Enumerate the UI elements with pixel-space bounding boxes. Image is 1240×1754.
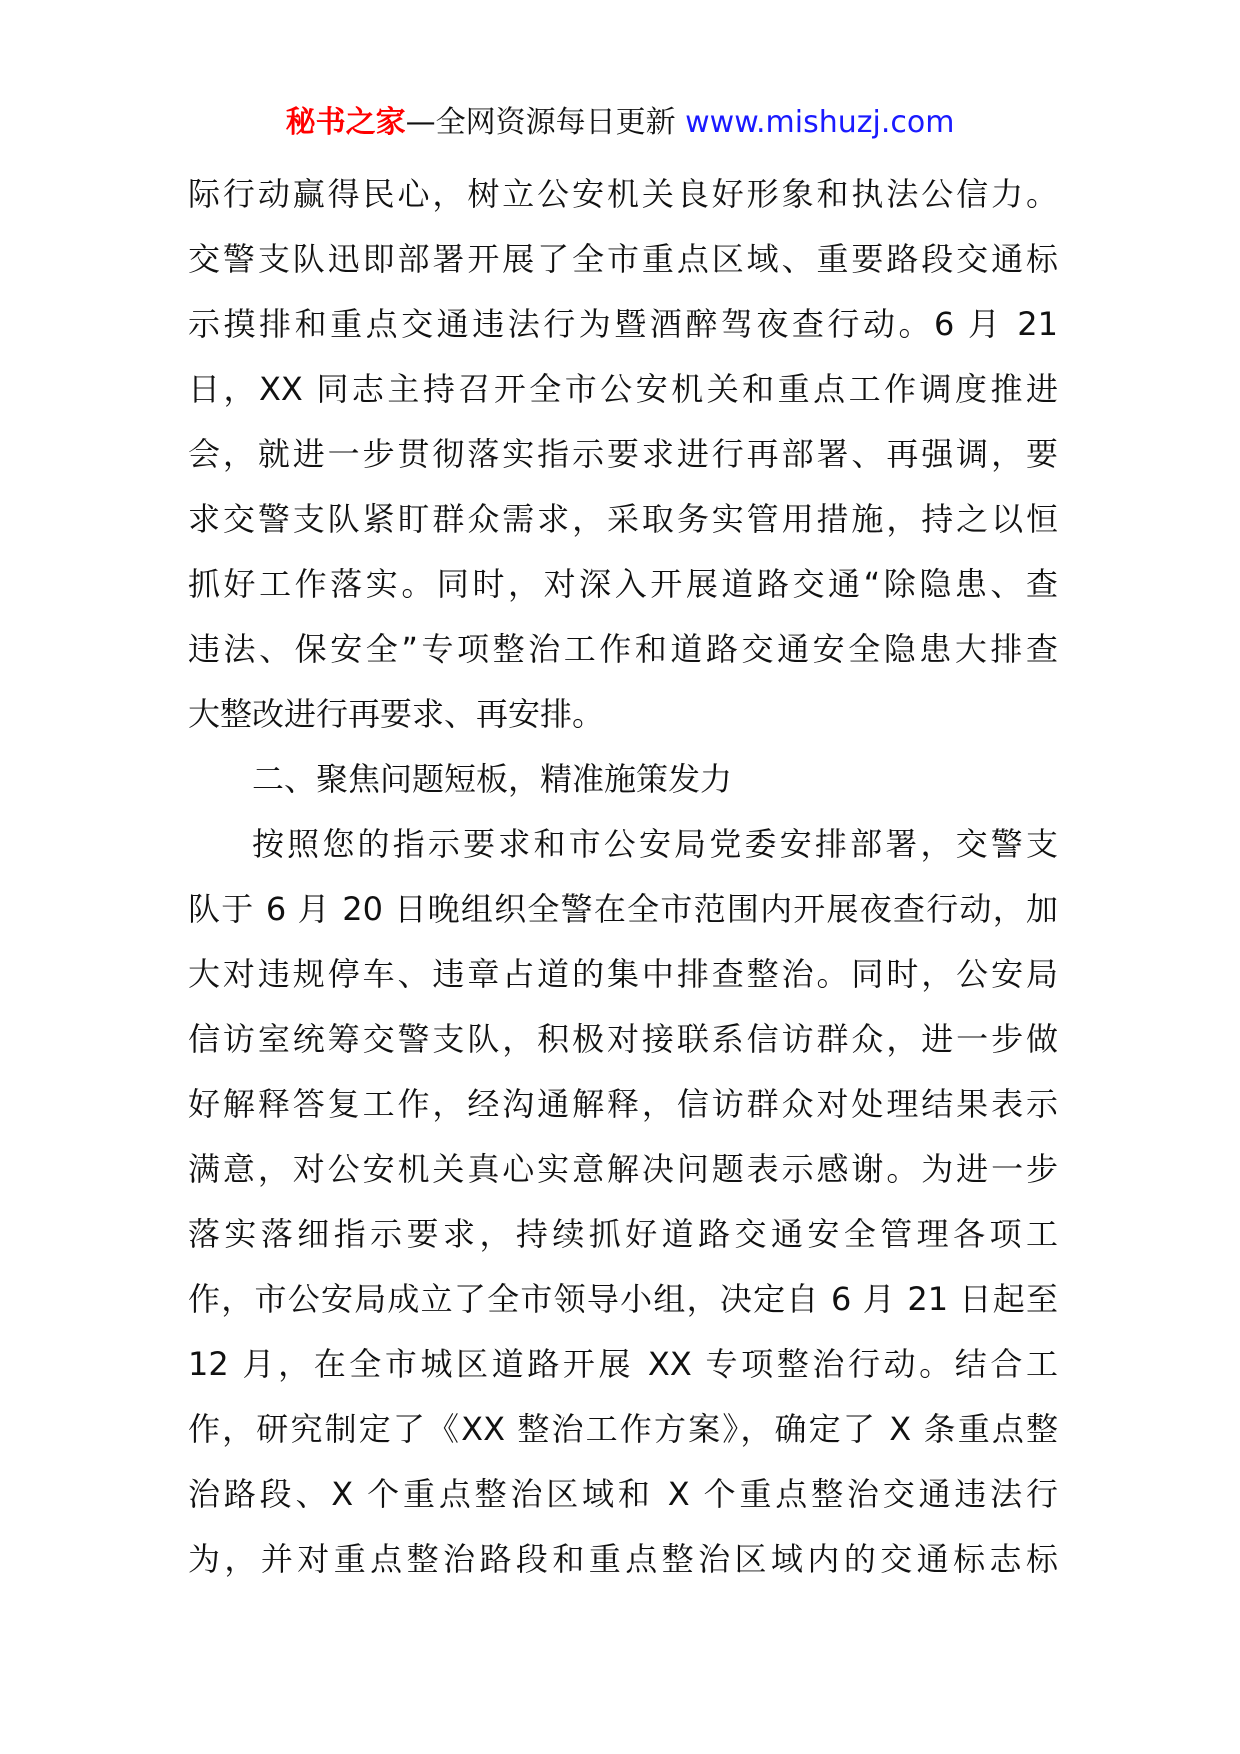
body-line: 好解释答复工作，经沟通解释，信访群众对处理结果表示 bbox=[188, 1085, 1058, 1123]
page-header bbox=[0, 98, 1240, 148]
body-line: 示摸排和重点交通违法行为暨酒醉驾夜查行动。6 月 21 bbox=[188, 305, 1058, 343]
body-line: 信访室统筹交警支队，积极对接联系信访群众，进一步做 bbox=[188, 1020, 1058, 1058]
body-line: 落实落细指示要求，持续抓好道路交通安全管理各项工 bbox=[188, 1215, 1058, 1253]
document-body bbox=[188, 162, 1058, 1592]
site-url-link[interactable]: www.mishuzj.com bbox=[685, 105, 955, 140]
body-line: 12 月，在全市城区道路开展 XX 专项整治行动。结合工 bbox=[188, 1345, 1058, 1383]
body-line: 会，就进一步贯彻落实指示要求进行再部署、再强调，要 bbox=[188, 435, 1058, 473]
body-line: 作，研究制定了《XX 整治工作方案》，确定了 X 条重点整 bbox=[188, 1410, 1058, 1448]
body-line: 违法、保安全”专项整治工作和道路交通安全隐患大排查 bbox=[188, 630, 1058, 668]
body-line: 际行动赢得民心，树立公安机关良好形象和执法公信力。 bbox=[188, 175, 1058, 213]
header-tagline: —全网资源每日更新 bbox=[405, 105, 686, 140]
body-line: 作，市公安局成立了全市领导小组，决定自 6 月 21 日起至 bbox=[188, 1280, 1058, 1318]
body-line: 求交警支队紧盯群众需求，采取务实管用措施，持之以恒 bbox=[188, 500, 1058, 538]
paragraph-end-line: 大整改进行再要求、再安排。 bbox=[188, 695, 605, 733]
paragraph-start-line: 按照您的指示要求和市公安局党委安排部署，交警支 bbox=[252, 825, 1058, 863]
body-line: 为，并对重点整治路段和重点整治区域内的交通标志标 bbox=[188, 1540, 1058, 1578]
body-line: 日，XX 同志主持召开全市公安机关和重点工作调度推进 bbox=[188, 370, 1058, 408]
body-line: 治路段、X 个重点整治区域和 X 个重点整治交通违法行 bbox=[188, 1475, 1058, 1513]
body-line: 交警支队迅即部署开展了全市重点区域、重要路段交通标 bbox=[188, 240, 1058, 278]
body-line: 大对违规停车、违章占道的集中排查整治。同时，公安局 bbox=[188, 955, 1058, 993]
body-line: 队于 6 月 20 日晚组织全警在全市范围内开展夜查行动，加 bbox=[188, 890, 1058, 928]
section-heading: 二、聚焦问题短板，精准施策发力 bbox=[252, 760, 733, 798]
brand-name: 秘书之家 bbox=[285, 105, 406, 140]
body-line: 抓好工作落实。同时，对深入开展道路交通“除隐患、查 bbox=[188, 565, 1058, 603]
body-line: 满意，对公安机关真心实意解决问题表示感谢。为进一步 bbox=[188, 1150, 1058, 1188]
